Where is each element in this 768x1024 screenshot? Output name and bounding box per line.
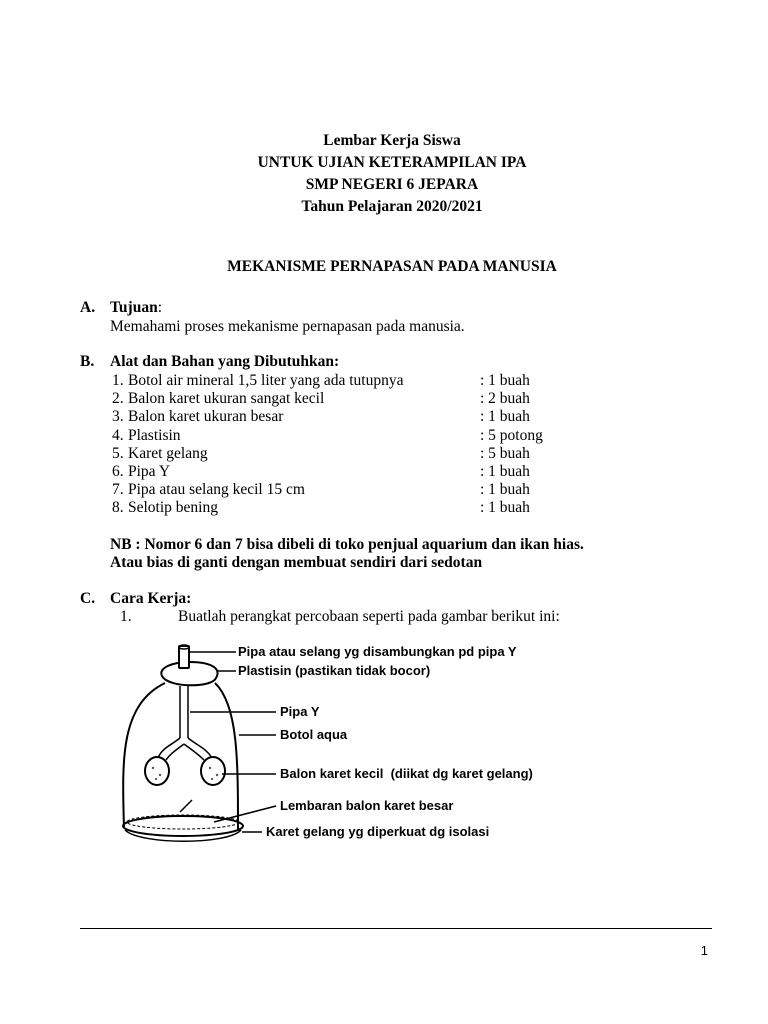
label-karet-gelang: Karet gelang yg diperkuat dg isolasi bbox=[266, 824, 490, 839]
list-item-name: Pipa atau selang kecil 15 cm bbox=[128, 481, 305, 498]
list-item-name: Balon karet ukuran besar bbox=[128, 408, 284, 425]
list-item-num: 1. bbox=[112, 372, 124, 389]
list-item-qty: : 1 buah bbox=[480, 372, 530, 389]
bottle-right-wall bbox=[215, 683, 238, 830]
label-pipa-selang: Pipa atau selang yg disambungkan pd pipa Y bbox=[238, 644, 517, 659]
list-item-qty: : 1 buah bbox=[480, 463, 530, 480]
list-item-name: Pipa Y bbox=[128, 463, 171, 480]
nb-note-line2: Atau bias di ganti dengan membuat sendiri dari sedotan bbox=[110, 554, 483, 571]
label-balon-kecil bbox=[280, 766, 533, 781]
header-school-sheet: Lembar Kerja Siswa bbox=[323, 132, 461, 149]
footer-rule bbox=[80, 928, 712, 929]
section-a-colon: : bbox=[157, 299, 163, 316]
step-1-num: 1. bbox=[120, 608, 132, 625]
left-balloon bbox=[145, 757, 169, 785]
section-a-text: Memahami proses mekanisme pernapasan pada manusia. bbox=[110, 318, 465, 335]
list-item-qty: : 1 buah bbox=[480, 499, 530, 516]
label-plastisin: Plastisin (pastikan tidak bocor) bbox=[238, 663, 431, 678]
list-item-qty: : 5 potong bbox=[480, 427, 543, 444]
header-academic-year: Tahun Pelajaran 2020/2021 bbox=[301, 198, 483, 215]
list-item-qty: : 5 buah bbox=[480, 445, 530, 462]
list-item-qty: : 1 buah bbox=[480, 408, 530, 425]
nb-note-line1: NB : Nomor 6 dan 7 bisa dibeli di toko penjual aquarium dan ikan hias. bbox=[110, 536, 584, 553]
list-item-name: Balon karet ukuran sangat kecil bbox=[128, 390, 325, 407]
header-exam-title: UNTUK UJIAN KETERAMPILAN IPA bbox=[257, 154, 527, 171]
list-item-num: 4. bbox=[112, 427, 124, 444]
section-c-title: Cara Kerja: bbox=[110, 590, 192, 607]
section-b-title: Alat dan Bahan yang Dibutuhkan: bbox=[110, 353, 340, 370]
list-item-qty: : 1 buah bbox=[480, 481, 530, 498]
main-title: MEKANISME PERNAPASAN PADA MANUSIA bbox=[227, 258, 557, 275]
list-item-name: Plastisin bbox=[128, 427, 181, 444]
step-1-text: Buatlah perangkat percobaan seperti pada gambar berikut ini: bbox=[178, 608, 560, 625]
section-a-letter: A. bbox=[80, 299, 96, 316]
right-balloon bbox=[201, 757, 225, 785]
list-item-num: 2. bbox=[112, 390, 124, 407]
list-item-name: Selotip bening bbox=[128, 499, 218, 516]
list-item-num: 3. bbox=[112, 408, 124, 425]
list-item-qty: : 2 buah bbox=[480, 390, 530, 407]
label-pipa-y: Pipa Y bbox=[280, 704, 320, 719]
section-c-letter: C. bbox=[80, 590, 96, 607]
label-balon-kecil-note: (diikat dg karet gelang) bbox=[390, 766, 533, 781]
label-lembaran: Lembaran balon karet besar bbox=[280, 798, 454, 813]
list-item-name: Karet gelang bbox=[128, 445, 208, 462]
sheet-pull-mark bbox=[180, 800, 192, 812]
section-b-letter: B. bbox=[80, 353, 95, 370]
rubber-sheet bbox=[127, 815, 239, 829]
section-a-title: Tujuan bbox=[110, 299, 158, 316]
label-balon-kecil-main: Balon karet kecil bbox=[280, 766, 384, 781]
page-number: 1 bbox=[700, 943, 708, 958]
label-botol: Botol aqua bbox=[280, 727, 348, 742]
list-item-num: 7. bbox=[112, 481, 124, 498]
list-item-num: 5. bbox=[112, 445, 124, 462]
list-item-num: 8. bbox=[112, 499, 124, 516]
list-item-num: 6. bbox=[112, 463, 124, 480]
header-school-name: SMP NEGERI 6 JEPARA bbox=[305, 176, 479, 193]
list-item-name: Botol air mineral 1,5 liter yang ada tutupnya bbox=[128, 372, 404, 389]
